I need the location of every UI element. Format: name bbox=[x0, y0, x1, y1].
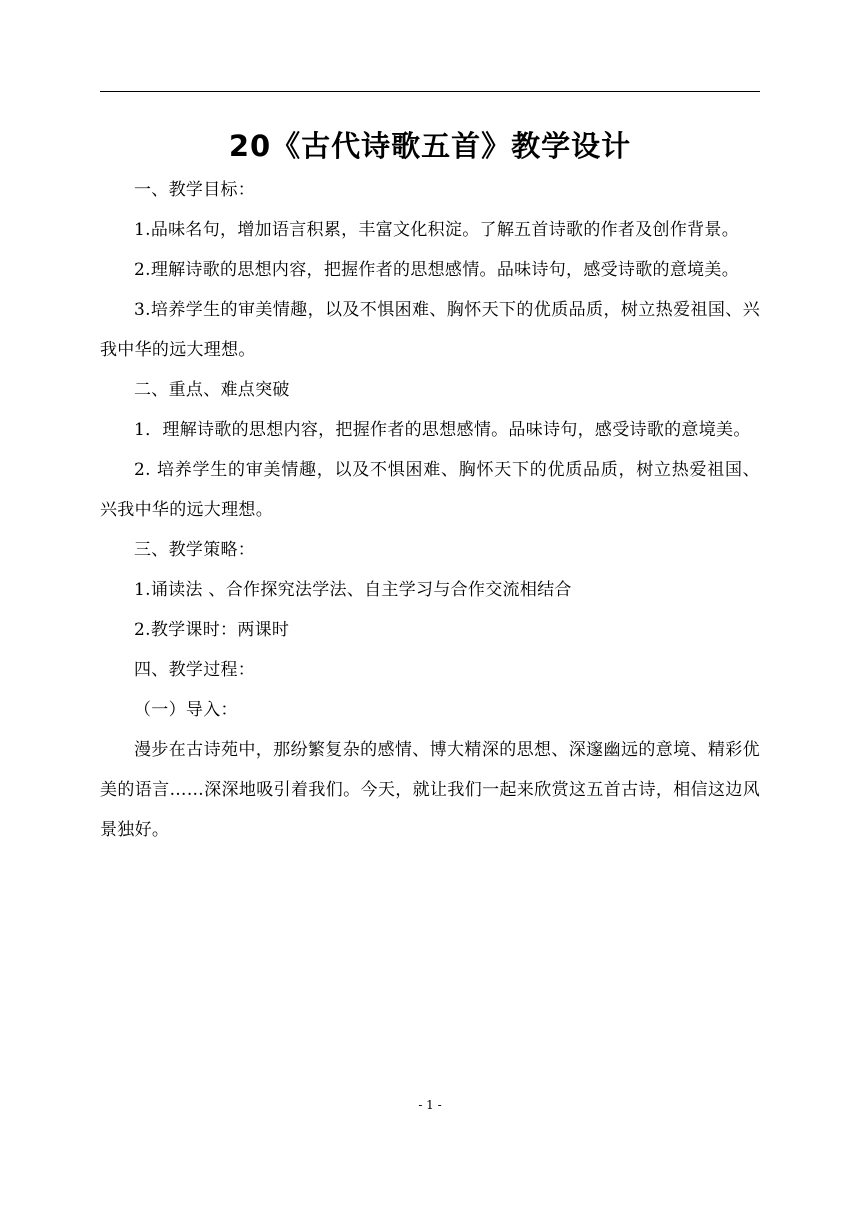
document-title: 20《古代诗歌五首》教学设计 bbox=[228, 129, 632, 163]
section-heading-process: 四、教学过程： bbox=[134, 660, 256, 680]
section-heading-key-points: 二、重点、难点突破 bbox=[134, 380, 290, 400]
objective-item-3: 3.培养学生的审美情趣，以及不惧困难、胸怀天下的优质品质，树立热爱祖国、兴我中华的远大理想。 bbox=[100, 300, 760, 360]
section-heading-strategies: 三、教学策略： bbox=[134, 540, 256, 560]
key-point-item-1: 1．理解诗歌的思想内容，把握作者的思想感情。品味诗句，感受诗歌的意境美。 bbox=[134, 420, 751, 440]
strategy-item-2: 2.教学课时：两课时 bbox=[134, 620, 290, 640]
section-heading-objectives: 一、教学目标： bbox=[134, 180, 256, 200]
objective-item-2: 2.理解诗歌的思想内容，把握作者的思想感情。品味诗句，感受诗歌的意境美。 bbox=[134, 260, 740, 280]
objective-item-1: 1.品味名句，增加语言积累，丰富文化积淀。了解五首诗歌的作者及创作背景。 bbox=[134, 220, 740, 240]
introduction-paragraph: 漫步在古诗苑中，那纷繁复杂的感情、博大精深的思想、深邃幽远的意境、精彩优美的语言……深深地吸引着我们。今天，就让我们一起来欣赏这五首古诗，相信这边风景独好。 bbox=[100, 740, 760, 840]
subsection-heading-introduction: （一）导入： bbox=[134, 700, 238, 720]
page-number: - 1 - bbox=[418, 1098, 442, 1112]
document-body bbox=[100, 170, 760, 850]
strategy-item-1: 1.诵读法 、合作探究法学法、自主学习与合作交流相结合 bbox=[134, 580, 572, 600]
header-rule bbox=[100, 91, 760, 92]
key-point-item-2: 2. 培养学生的审美情趣，以及不惧困难、胸怀天下的优质品质，树立热爱祖国、兴我中华的远大理想。 bbox=[100, 460, 760, 520]
